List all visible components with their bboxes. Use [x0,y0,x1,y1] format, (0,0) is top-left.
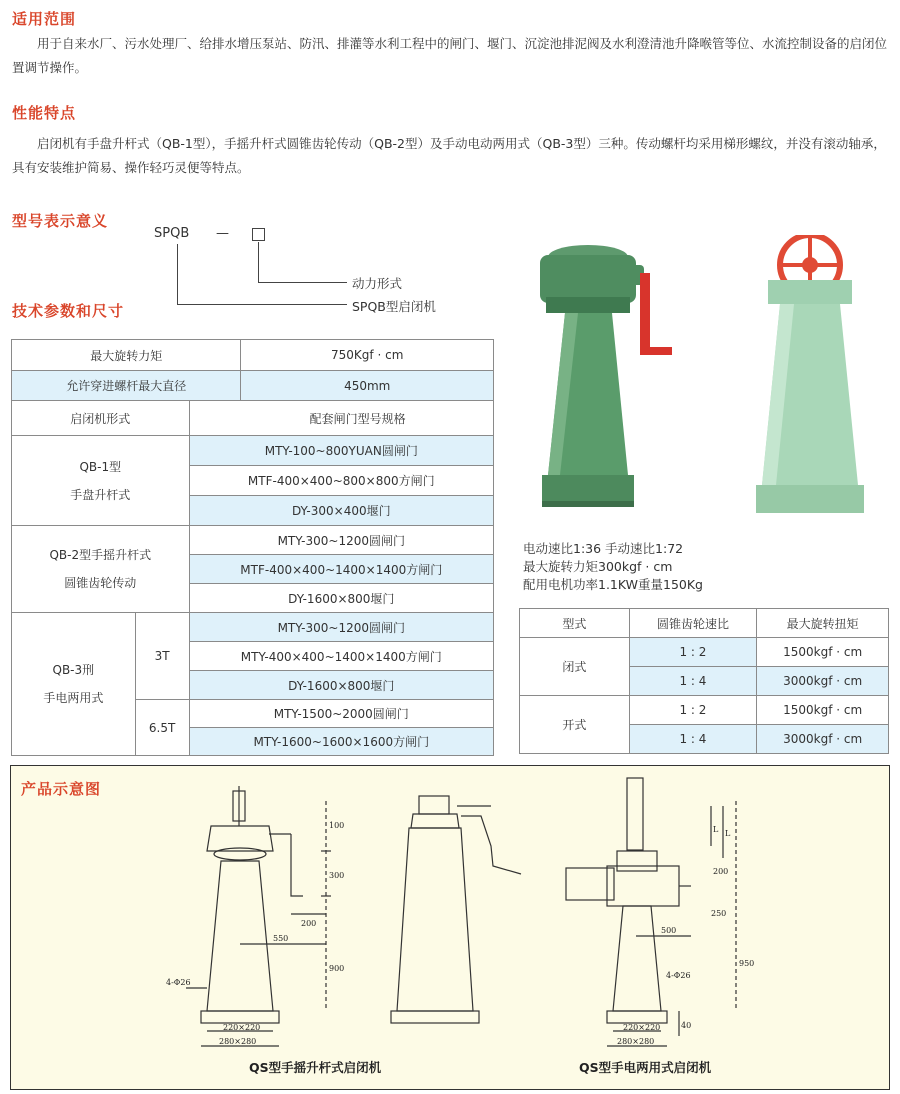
dim-label: 100 [329,821,345,830]
dim-label: 40 [681,1021,692,1030]
model-code-line-power-v [258,242,259,282]
model-code-title: 型号表示意义 [12,212,109,230]
table-row [520,696,889,725]
dim-label: 950 [739,959,755,968]
scope-title: 适用范围 [12,10,77,28]
table-row [12,340,494,371]
ratio-table [519,608,889,754]
table-row [12,436,494,466]
qb3-line2: 手电两用式 [43,691,104,705]
drawing-caption-left: QS型手摇升杆式启闭机 [249,1060,382,1075]
qb3-line1: QB-3刑 [52,663,95,677]
table-header-row [520,609,889,638]
features-text: 启闭机有手盘升杆式（QB-1型），手摇升杆式圆锥齿轮传动（QB-2型）及手动电动两用式（QB-3型）三种。传动螺杆均采用梯形螺纹，并没有滚动轴承，具有安装维护简易、操作轻巧灵便等特点。 [12,136,886,175]
qb3-3t-gate-0: MTY-300~1200圆闸门 [189,613,493,642]
dim-label: 500 [661,926,677,935]
max-screw-value: 450mm [241,371,494,401]
ratio-cell: 1 : 2 [629,696,757,725]
dim-label: 220×220 [223,1023,261,1032]
dim-label: 280×280 [617,1037,655,1046]
qb2-line2: 圆锥齿轮传动 [64,576,137,590]
dim-label: 250 [711,909,727,918]
dim-label: 220×220 [623,1023,661,1032]
dim-label: 200 [301,919,317,928]
ratio-cell: 1 : 4 [629,667,757,696]
technical-drawings [11,766,891,1091]
diagram-title: 产品示意图 [21,780,102,798]
qb2-type-cell [12,526,190,613]
table-row [520,638,889,667]
qb2-gate-2: DY-1600×800堰门 [189,584,493,613]
ratio-header-type: 型式 [520,609,630,638]
model-code-power-label: 动力形式 [352,276,403,291]
conical-gear-hoist-drawing [391,796,521,1023]
torque-cell: 1500kgf · cm [757,638,889,667]
photo-caption-line1: 电动速比1:36 手动速比1:72 [523,541,684,556]
hand-crank-hoist-photo [520,235,690,525]
table-row [12,526,494,555]
model-code-line-series-h [177,304,347,305]
ratio-header-torque: 最大旋转扭矩 [757,609,889,638]
params-table [11,339,494,756]
qb3-3t-gate-2: DY-1600×800堰门 [189,671,493,700]
photo-caption-line2: 最大旋转力矩300kgf · cm [523,559,673,574]
table-row [12,371,494,401]
diagram-panel [10,765,890,1090]
ratio-closed-cell: 闭式 [520,638,630,696]
features-title: 性能特点 [12,104,77,122]
qb3-65t-gate-1: MTY-1600~1600×1600方闸门 [189,728,493,756]
torque-cell: 3000kgf · cm [757,725,889,754]
qb1-gate-2: DY-300×400堰门 [189,496,493,526]
model-code-dash: — [216,226,229,241]
model-code-series-label: SPQB型启闭机 [352,299,436,314]
qb3-65t-cell: 6.5T [135,700,189,756]
col-gate-header: 配套闸门型号规格 [189,401,493,436]
table-row [12,613,494,642]
qb1-gate-1: MTF-400×400~800×800方闸门 [189,466,493,496]
qb1-line1: QB-1型 [79,459,122,474]
model-code-prefix: SPQB [154,226,190,241]
qb3-3t-gate-1: MTY-400×400~1400×1400方闸门 [189,642,493,671]
ratio-cell: 1 : 4 [629,725,757,754]
dim-label: 280×280 [219,1037,257,1046]
model-code-line-power-h [258,282,347,283]
drawing-caption-right: QS型手电两用式启闭机 [579,1060,712,1075]
torque-cell: 3000kgf · cm [757,667,889,696]
qb2-gate-1: MTF-400×400~1400×1400方闸门 [189,555,493,584]
dim-label: 550 [273,934,289,943]
model-code-box [252,228,265,241]
params-title: 技术参数和尺寸 [12,302,125,320]
photo-caption-line3: 配用电机功率1.1KW重量150Kg [523,577,703,592]
table-header-row [12,401,494,436]
dim-label: 4-Φ26 [666,971,691,980]
photo-caption [523,540,703,594]
dim-label: L [725,829,731,838]
scope-text: 用于自来水厂、污水处理厂、给排水增压泵站、防汛、排灌等水利工程中的闸门、堰门、沉淀池排泥阀及水利澄清池升降喉管等位、水流控制设备的启闭位置调节操作。 [12,36,888,75]
dim-label: 200 [713,867,729,876]
ratio-cell: 1 : 2 [629,638,757,667]
qb3-65t-gate-0: MTY-1500~2000圆闸门 [189,700,493,728]
dim-label: 900 [329,964,345,973]
qb1-gate-0: MTY-100~800YUAN圆闸门 [189,436,493,466]
ratio-header-ratio: 圆锥齿轮速比 [629,609,757,638]
qb1-type-cell [12,436,190,526]
torque-cell: 1500kgf · cm [757,696,889,725]
dim-label: L [713,825,719,834]
qb2-gate-0: MTY-300~1200圆闸门 [189,526,493,555]
qb3-type-cell [12,613,136,756]
dim-label: 4-Φ26 [166,978,191,987]
qb3-3t-cell: 3T [135,613,189,700]
qb1-line2: 手盘升杆式 [70,487,131,502]
max-screw-label: 允许穿进螺杆最大直径 [12,371,241,401]
max-torque-label: 最大旋转力矩 [12,340,241,371]
model-code-line-series-v [177,244,178,304]
qb2-line1: QB-2型手摇升杆式 [49,548,152,562]
hand-crank-hoist-drawing [186,786,331,1046]
max-torque-value: 750Kgf · cm [241,340,494,371]
handwheel-hoist-photo [740,235,890,525]
ratio-open-cell: 开式 [520,696,630,754]
col-type-header: 启闭机形式 [12,401,190,436]
dim-label: 300 [329,871,345,880]
